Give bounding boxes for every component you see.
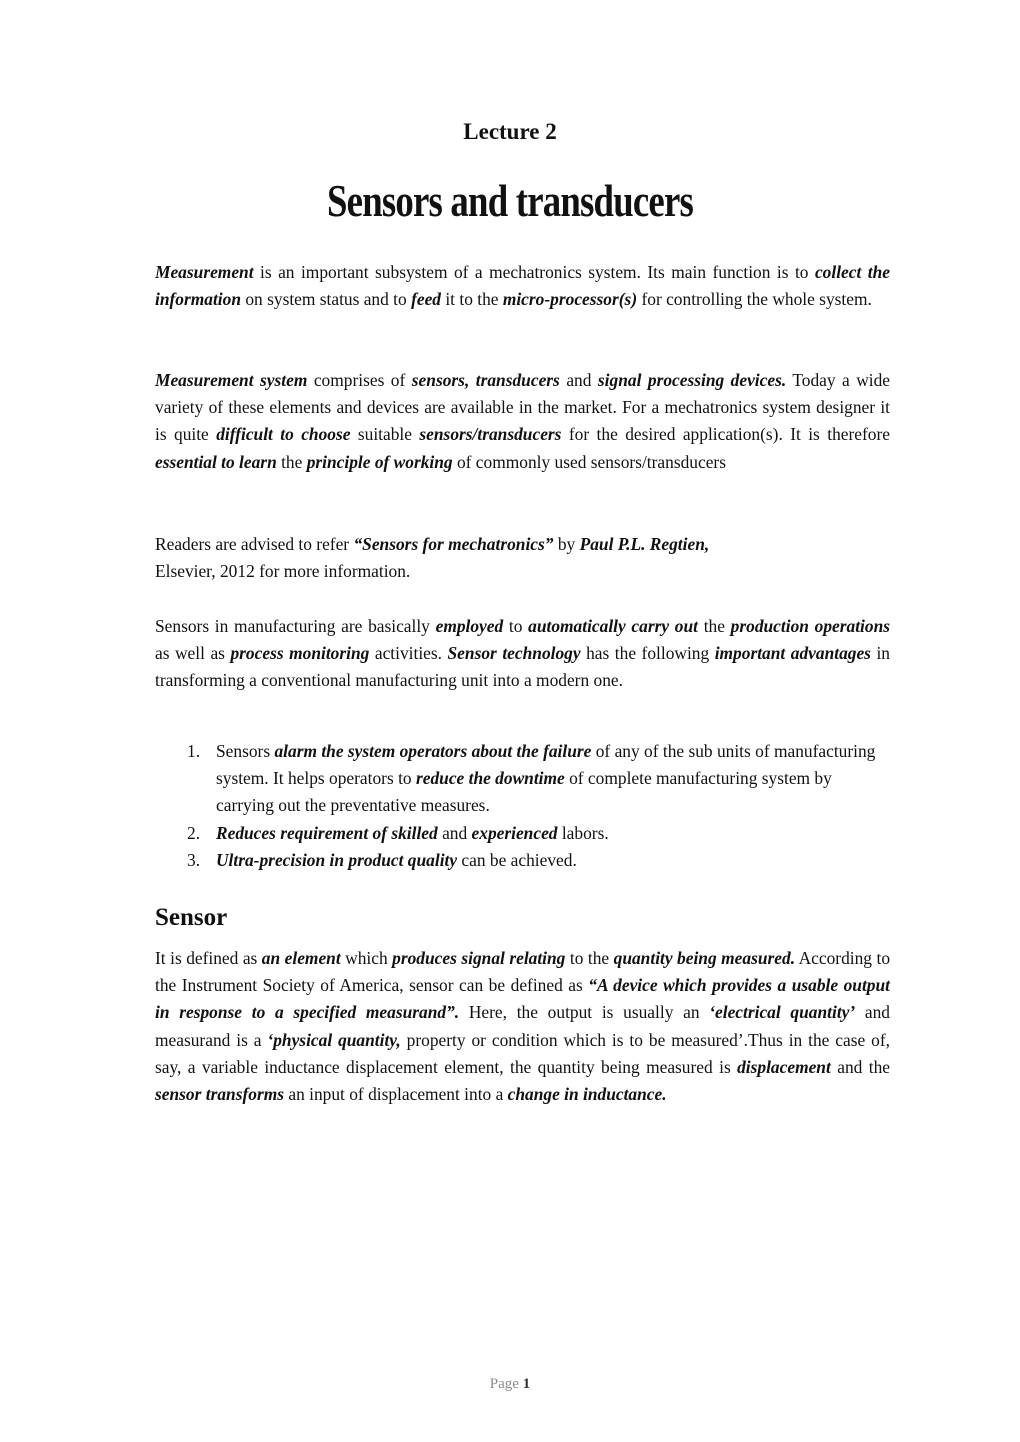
emphasis: sensors/transducers: [419, 424, 562, 445]
emphasis: micro-processor(s): [502, 289, 638, 310]
emphasis: change in inductance.: [507, 1084, 667, 1105]
emphasis: Sensor technology: [447, 643, 581, 664]
text-run: labors.: [557, 822, 609, 843]
emphasis: produces signal relating: [392, 948, 566, 968]
emphasis: experienced: [471, 822, 558, 843]
text-run: comprises of: [307, 370, 412, 390]
text-run: can be achieved.: [457, 849, 577, 870]
text-run: of complete manufacturing system by carrying out the preventative measures.: [216, 768, 832, 816]
emphasis: important advantages: [714, 643, 871, 664]
text-run: of any of the sub units of manufacturing system. It helps operators to: [216, 741, 876, 789]
text-run: and: [559, 370, 598, 390]
author-name: Paul P.L. Regtien,: [579, 534, 710, 554]
emphasis: collect the information: [155, 262, 890, 310]
text-run: Sensors in manufacturing are basically: [155, 616, 436, 636]
text-run: it to the: [441, 289, 503, 310]
list-number: 3.: [187, 849, 201, 870]
text-run: of commonly used sensors/transducers: [452, 451, 726, 472]
emphasis: displacement: [737, 1056, 831, 1077]
page-title: Sensors and transducers: [326, 175, 693, 226]
text-run: as well as: [155, 643, 231, 664]
text-run: on system status and to: [241, 289, 412, 310]
emphasis: process monitoring: [230, 643, 370, 664]
list-number: 1.: [187, 741, 201, 761]
advantages-list: [187, 738, 892, 874]
text-run: an input of displacement into a: [284, 1084, 508, 1105]
reference-paragraph: [155, 531, 890, 585]
text-run: Here, the output is usually an: [459, 1002, 710, 1023]
emphasis: automatically carry out: [528, 616, 698, 636]
definition-quote: “A device which provides a usable output in response to a specified measurand”.: [155, 975, 890, 1023]
book-title: “Sensors for mechatronics”: [353, 534, 554, 554]
text-run: for controlling the whole system.: [637, 289, 872, 310]
text-run: Today a wide variety of these elements and devices are available in the market. For a mechatronics system designer it is quite: [155, 370, 891, 445]
text-run: the: [276, 451, 307, 472]
text-run: to: [503, 616, 529, 636]
text-run: is an important subsystem of a mechatronics system. Its main function is to: [253, 262, 815, 282]
emphasis: sensors, transducers: [411, 370, 560, 390]
page-number: 1: [522, 1376, 531, 1392]
text-run: Sensors: [216, 741, 275, 761]
emphasis: Ultra-precision in product quality: [216, 849, 458, 870]
emphasis: production operations: [730, 616, 891, 636]
text-run: Readers are advised to refer: [155, 534, 354, 554]
text-run: in transforming a conventional manufacturing unit into a modern one.: [155, 643, 890, 691]
emphasis: sensor transforms: [155, 1084, 285, 1105]
emphasis: Reduces requirement of skilled: [216, 822, 438, 843]
list-item: [187, 847, 892, 874]
text-run: for the desired application(s). It is therefore: [561, 424, 890, 445]
emphasis: ‘electrical quantity’: [709, 1002, 856, 1023]
emphasis: Measurement system: [155, 370, 308, 390]
intro-paragraph: [155, 259, 890, 313]
emphasis: difficult to choose: [216, 424, 351, 445]
emphasis: quantity being measured.: [613, 948, 796, 968]
lecture-label: Lecture 2: [463, 119, 557, 144]
section-heading: Sensor: [155, 904, 228, 931]
page-footer: [0, 1376, 1020, 1393]
list-number: 2.: [187, 822, 201, 843]
sensor-definition-paragraph: [155, 945, 890, 1108]
page-label: Page: [489, 1376, 523, 1392]
text-run: suitable: [350, 424, 420, 445]
emphasis: feed: [411, 289, 441, 310]
emphasis: ‘physical quantity,: [267, 1029, 401, 1050]
list-item: [187, 738, 892, 820]
emphasis: reduce the downtime: [415, 768, 565, 789]
text-run: activities.: [369, 643, 448, 664]
emphasis: employed: [435, 616, 504, 636]
emphasis: alarm the system operators about the failure: [274, 741, 592, 761]
text-run: which: [340, 948, 393, 968]
text-run: to the: [565, 948, 614, 968]
text-run: and measurand is a: [155, 1002, 890, 1050]
manufacturing-paragraph: [155, 613, 890, 695]
text-run: It is defined as: [155, 948, 262, 968]
emphasis: an element: [261, 948, 341, 968]
text-run: the: [698, 616, 731, 636]
measurement-system-paragraph: [155, 367, 890, 476]
emphasis: Measurement: [155, 262, 254, 282]
text-run: by: [553, 534, 580, 554]
text-run: Elsevier, 2012 for more information.: [155, 561, 411, 582]
text-run: and the: [830, 1056, 890, 1077]
emphasis: essential to learn: [155, 451, 277, 472]
text-run: has the following: [580, 643, 715, 664]
list-item: [187, 820, 892, 847]
text-run: property or condition which is to be measured’.Thus in the case of, say, a variable inductance displacement element, the quantity being measured is: [155, 1029, 890, 1077]
emphasis: signal processing devices.: [597, 370, 787, 390]
emphasis: principle of working: [306, 451, 453, 472]
text-run: According to the Instrument Society of America, sensor can be defined as: [155, 948, 891, 996]
text-run: and: [437, 822, 472, 843]
